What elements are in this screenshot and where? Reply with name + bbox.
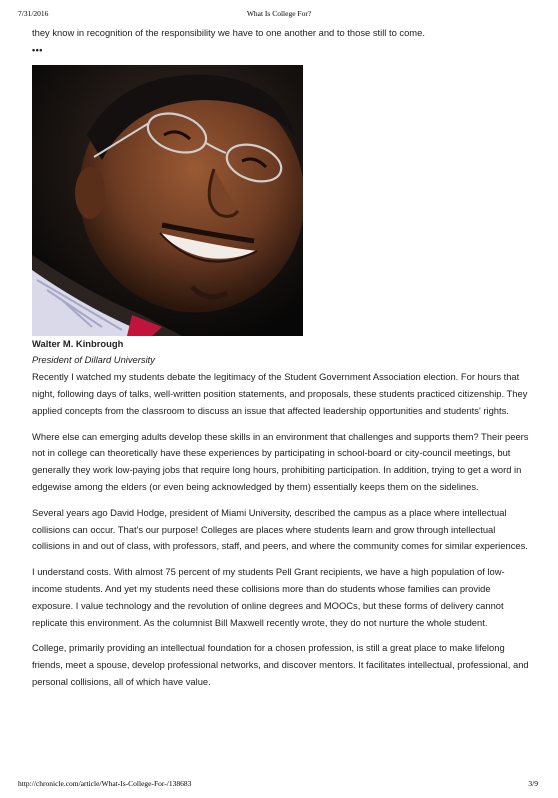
- author-photo: [32, 65, 303, 336]
- article-paragraph: Where else can emerging adults develop these skills in an environment that challenges and supports them? Their peers not in college can theoretically have these experiences by participating in school-board or city-council meetings, but generally they work low-paying jobs that require long hours, prohibiting participation. In addition, trying to get a word in edgewise among the elders (or even being acknowledged by them) essentially keeps them on the sidelines.: [32, 430, 529, 492]
- article-paragraph: Recently I watched my students debate the legitimacy of the Student Government Association election. For hours that night, following days of talks, well-written position statements, and proposals, these students practiced citizenship. They applied concepts from the classroom to discuss an issue that affected leadership opportunities and students' rights.: [32, 371, 528, 416]
- article-paragraph: Several years ago David Hodge, president of Miami University, described the campus as a place where intellectual collisions can occur. That's our purpose! Colleges are places where students learn and grow through intellectual collisions in and out of class, with professors, staff, and peers, and where the community comes for similar experiences.: [32, 506, 528, 552]
- article-paragraph: I understand costs. With almost 75 percent of my students Pell Grant recipients, we have a high population of low-income students. And yet my students need these collisions more than do students whose families can provide exposure. I value technology and the revolution of online degrees and MOOCs, but these forms of delivery cannot replicate this environment. As the columnist Bill Maxwell recently wrote, they do not nurture the whole student.: [32, 566, 505, 628]
- article-content: [32, 25, 532, 691]
- page-number: 3/9: [528, 779, 538, 788]
- section-separator: •••: [32, 44, 43, 55]
- article-lead-fragment: they know in recognition of the responsibility we have to one another and to those still to come.: [32, 27, 425, 38]
- print-footer: [0, 779, 558, 791]
- article-paragraph: College, primarily providing an intellectual foundation for a chosen profession, is still a great place to make lifelong friends, meet a spouse, develop professional networks, and discover mentors. It facilitates intellectual, professional, and personal collisions, all of which have value.: [32, 642, 529, 687]
- print-header: [0, 9, 558, 21]
- print-page-title: What Is College For?: [246, 9, 312, 18]
- print-date: 7/31/2016: [18, 9, 49, 18]
- author-name: Walter M. Kinbrough: [32, 337, 124, 349]
- author-role: President of Dillard University: [32, 354, 155, 366]
- source-url[interactable]: http://chronicle.com/article/What-Is-College-For-/138683: [18, 779, 192, 788]
